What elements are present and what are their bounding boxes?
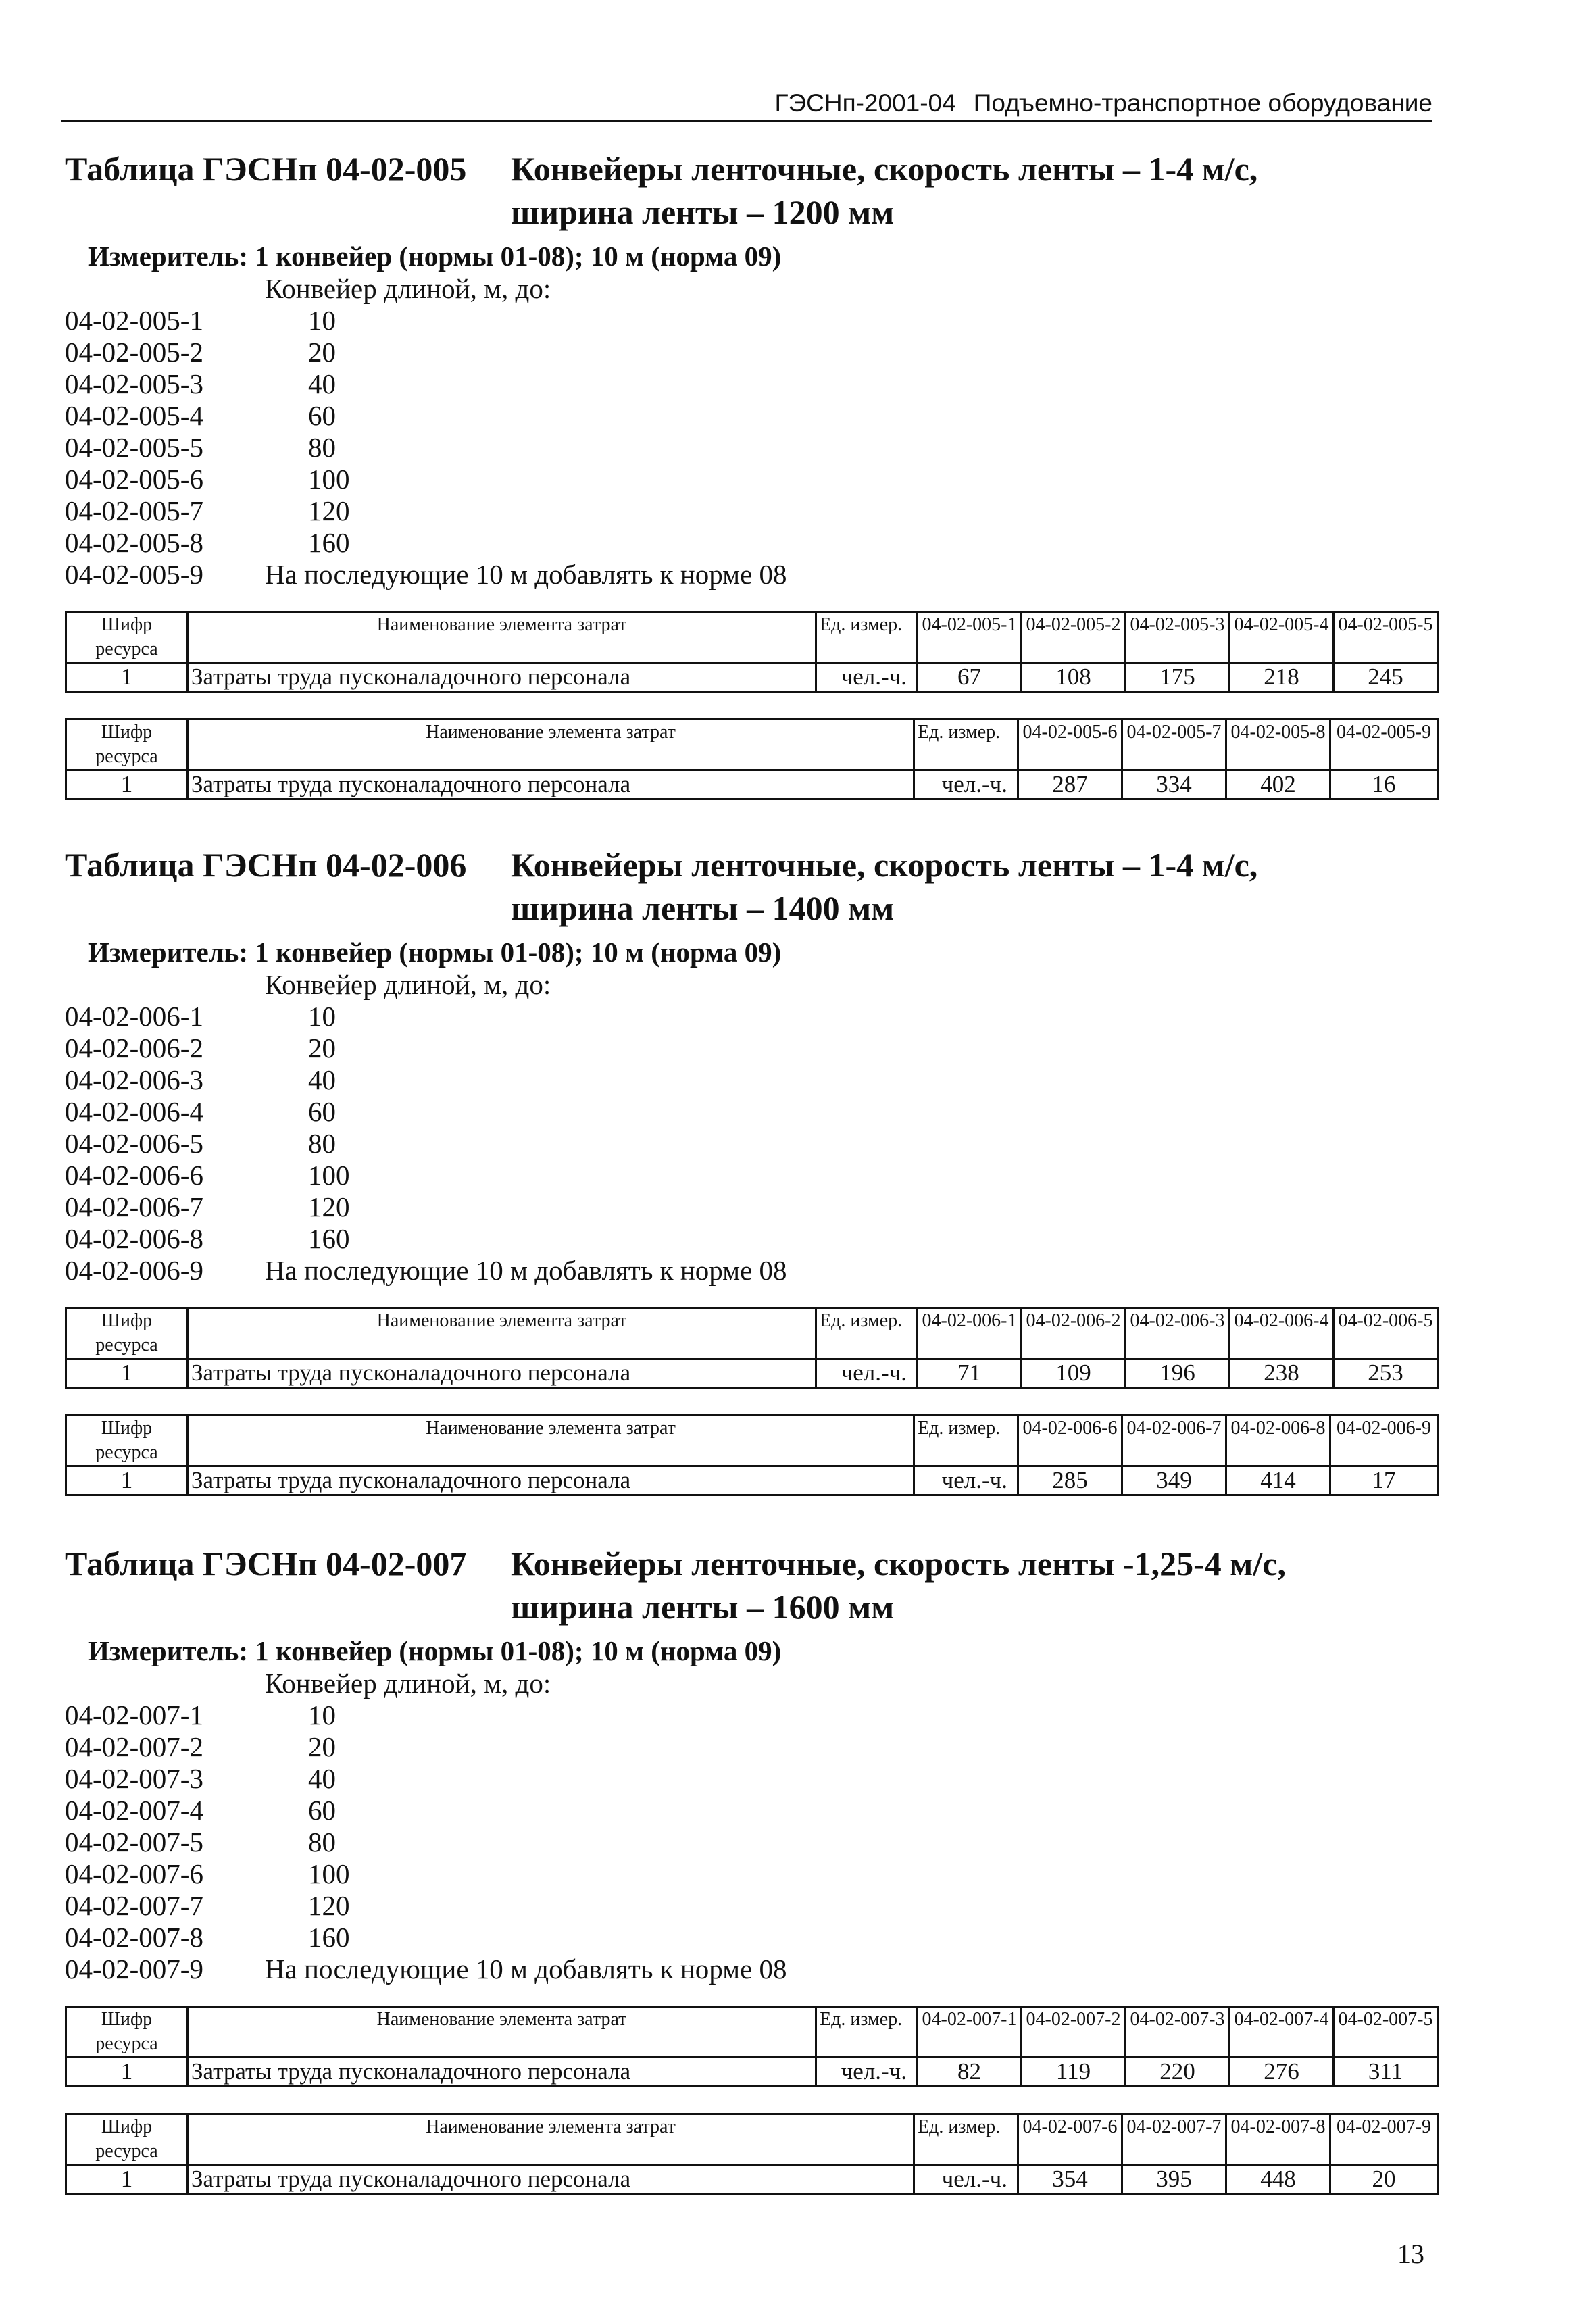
description-line: Конвейеры ленточные, скорость ленты – 1-4 м/с, — [511, 150, 1258, 188]
norm-value: 100 — [308, 1858, 350, 1889]
norm-column-header: 04-02-005-4 — [1230, 612, 1334, 663]
row-code: 1 — [66, 1359, 188, 1388]
table-row — [66, 663, 1438, 692]
norm-value: 80 — [308, 1826, 336, 1858]
norm-code: 04-02-006-5 — [65, 1128, 203, 1159]
norm-value: 160 — [308, 1922, 350, 1953]
header-row — [66, 2007, 1438, 2058]
norm-column-header: 04-02-007-5 — [1334, 2007, 1438, 2058]
norm-column-header: 04-02-007-3 — [1126, 2007, 1230, 2058]
header-row — [66, 612, 1438, 663]
norm-code: 04-02-007-5 — [65, 1826, 203, 1858]
row-unit: чел.-ч. — [816, 663, 918, 692]
row-value: 238 — [1230, 1359, 1334, 1388]
norm-row — [65, 1064, 1437, 1096]
norm-code: 04-02-007-4 — [65, 1795, 203, 1826]
norm-code: 04-02-006-9 — [65, 1255, 203, 1286]
norm-row — [65, 368, 1437, 400]
norm-code: 04-02-006-7 — [65, 1191, 203, 1222]
norm-row — [65, 527, 1437, 559]
norm-value: 10 — [308, 1699, 336, 1731]
row-name: Затраты труда пусконаладочного персонала — [188, 770, 914, 799]
norm-column-header: 04-02-005-5 — [1334, 612, 1438, 663]
running-header — [61, 86, 1432, 122]
col-name-header: Наименование элемента затрат — [188, 1308, 816, 1359]
norm-column-header: 04-02-007-1 — [918, 2007, 1022, 2058]
page-number: 13 — [1397, 2239, 1424, 2269]
table-description — [511, 843, 1257, 930]
table-name: Таблица ГЭСНп 04-02-005 — [65, 150, 467, 188]
norm-list — [65, 1001, 1437, 1287]
row-value: 175 — [1126, 663, 1230, 692]
norm-value: 120 — [308, 495, 350, 526]
norm-value: 10 — [308, 1001, 336, 1032]
row-unit: чел.-ч. — [914, 770, 1018, 799]
table-description — [511, 1542, 1286, 1628]
row-name: Затраты труда пусконаладочного персонала — [188, 1359, 816, 1388]
length-caption: Конвейер длиной, м, до: — [265, 273, 551, 304]
norm-code: 04-02-007-9 — [65, 1953, 203, 1985]
row-value: 17 — [1330, 1466, 1438, 1495]
norm-column-header: 04-02-007-4 — [1230, 2007, 1334, 2058]
row-value: 71 — [918, 1359, 1022, 1388]
norm-column-header: 04-02-007-9 — [1330, 2114, 1438, 2165]
table-row — [66, 1466, 1438, 1495]
norm-code: 04-02-007-1 — [65, 1699, 203, 1731]
table-heading — [65, 147, 1437, 242]
norm-row — [65, 305, 1437, 337]
header-row — [66, 720, 1438, 770]
table-row — [66, 1359, 1438, 1388]
norm-column-header: 04-02-007-6 — [1018, 2114, 1122, 2165]
norm-column-header: 04-02-005-7 — [1122, 720, 1226, 770]
norm-code: 04-02-007-6 — [65, 1858, 203, 1889]
norm-section — [65, 1542, 1437, 2195]
header-row — [66, 1416, 1438, 1466]
col-code-header: Шифр ресурса — [66, 612, 188, 663]
norm-column-header: 04-02-006-9 — [1330, 1416, 1438, 1466]
col-code-header: Шифр ресурса — [66, 2007, 188, 2058]
norm-column-header: 04-02-007-7 — [1122, 2114, 1226, 2165]
row-value: 220 — [1126, 2058, 1230, 2087]
norm-column-header: 04-02-006-7 — [1122, 1416, 1226, 1466]
col-unit-header: Ед. измер. — [914, 720, 1018, 770]
description-line: ширина ленты – 1600 мм — [511, 1588, 895, 1626]
norm-value: 60 — [308, 1096, 336, 1127]
row-value: 119 — [1022, 2058, 1126, 2087]
norm-row — [65, 1032, 1437, 1064]
norm-row — [65, 1922, 1437, 1953]
row-value: 414 — [1226, 1466, 1330, 1495]
col-code-header: Шифр ресурса — [66, 1308, 188, 1359]
norm-column-header: 04-02-006-8 — [1226, 1416, 1330, 1466]
col-code-header: Шифр ресурса — [66, 720, 188, 770]
norm-column-header: 04-02-007-2 — [1022, 2007, 1126, 2058]
row-value: 16 — [1330, 770, 1438, 799]
norm-row — [65, 1223, 1437, 1255]
col-name-header: Наименование элемента затрат — [188, 720, 914, 770]
norm-row — [65, 1858, 1437, 1890]
row-value: 67 — [918, 663, 1022, 692]
row-name: Затраты труда пусконаладочного персонала — [188, 1466, 914, 1495]
header-row — [66, 1308, 1438, 1359]
norm-code: 04-02-007-7 — [65, 1890, 203, 1921]
norm-column-header: 04-02-005-8 — [1226, 720, 1330, 770]
row-value: 20 — [1330, 2165, 1438, 2194]
measure-unit: Измеритель: 1 конвейер (нормы 01-08); 10 м (норма 09) — [88, 937, 782, 968]
header-row — [66, 2114, 1438, 2165]
row-value: 285 — [1018, 1466, 1122, 1495]
table-row — [66, 2058, 1438, 2087]
norm-code: 04-02-005-5 — [65, 432, 203, 463]
row-code: 1 — [66, 2165, 188, 2194]
norm-value: 60 — [308, 1795, 336, 1826]
norm-value: 80 — [308, 432, 336, 463]
row-unit: чел.-ч. — [816, 1359, 918, 1388]
header-title: Подъемно-транспортное оборудование — [973, 89, 1432, 117]
row-unit: чел.-ч. — [816, 2058, 918, 2087]
norm-column-header: 04-02-006-3 — [1126, 1308, 1230, 1359]
norm-row — [65, 1795, 1437, 1826]
col-code-header: Шифр ресурса — [66, 2114, 188, 2165]
norm-column-header: 04-02-005-6 — [1018, 720, 1122, 770]
norm-section — [65, 147, 1437, 800]
description-line: Конвейеры ленточные, скорость ленты – 1-4 м/с, — [511, 846, 1258, 884]
row-value: 253 — [1334, 1359, 1438, 1388]
measure-unit: Измеритель: 1 конвейер (нормы 01-08); 10 м (норма 09) — [88, 1635, 782, 1666]
norm-value: На последующие 10 м добавлять к норме 08 — [265, 559, 787, 590]
row-value: 354 — [1018, 2165, 1122, 2194]
norm-value: На последующие 10 м добавлять к норме 08 — [265, 1255, 787, 1286]
norm-column-header: 04-02-005-1 — [918, 612, 1022, 663]
norm-code: 04-02-006-6 — [65, 1160, 203, 1191]
norm-code: 04-02-005-8 — [65, 527, 203, 558]
norm-row — [65, 559, 1437, 591]
col-name-header: Наименование элемента затрат — [188, 2114, 914, 2165]
norm-code: 04-02-006-4 — [65, 1096, 203, 1127]
norm-row — [65, 495, 1437, 527]
resource-table — [65, 611, 1439, 693]
description-line: Конвейеры ленточные, скорость ленты -1,25-4 м/с, — [511, 1545, 1286, 1583]
norm-code: 04-02-005-4 — [65, 400, 203, 431]
norm-row — [65, 464, 1437, 495]
resource-table — [65, 2006, 1439, 2087]
norm-value: 20 — [308, 337, 336, 368]
row-code: 1 — [66, 2058, 188, 2087]
row-value: 395 — [1122, 2165, 1226, 2194]
norm-column-header: 04-02-007-8 — [1226, 2114, 1330, 2165]
row-value: 108 — [1022, 663, 1126, 692]
norm-value: 100 — [308, 1160, 350, 1191]
resource-table — [65, 1414, 1439, 1496]
norm-value: 120 — [308, 1191, 350, 1222]
header-code: ГЭСНп-2001-04 — [774, 89, 956, 117]
norm-row — [65, 400, 1437, 432]
norm-row — [65, 1826, 1437, 1858]
norm-row — [65, 432, 1437, 464]
row-code: 1 — [66, 770, 188, 799]
norm-column-header: 04-02-006-5 — [1334, 1308, 1438, 1359]
row-unit: чел.-ч. — [914, 1466, 1018, 1495]
norm-value: 40 — [308, 1064, 336, 1095]
norm-code: 04-02-006-8 — [65, 1223, 203, 1254]
table-name: Таблица ГЭСНп 04-02-007 — [65, 1545, 467, 1583]
norm-value: 10 — [308, 305, 336, 336]
row-value: 334 — [1122, 770, 1226, 799]
norm-column-header: 04-02-006-4 — [1230, 1308, 1334, 1359]
norm-row — [65, 1160, 1437, 1191]
table-name: Таблица ГЭСНп 04-02-006 — [65, 846, 467, 884]
norm-code: 04-02-005-2 — [65, 337, 203, 368]
norm-row — [65, 1096, 1437, 1128]
norm-code: 04-02-007-3 — [65, 1763, 203, 1794]
row-code: 1 — [66, 663, 188, 692]
norm-column-header: 04-02-006-2 — [1022, 1308, 1126, 1359]
row-value: 402 — [1226, 770, 1330, 799]
norm-value: 20 — [308, 1731, 336, 1762]
norm-code: 04-02-007-2 — [65, 1731, 203, 1762]
norm-column-header: 04-02-006-1 — [918, 1308, 1022, 1359]
norm-value: 160 — [308, 527, 350, 558]
norm-value: 120 — [308, 1890, 350, 1921]
length-caption: Конвейер длиной, м, до: — [265, 969, 551, 1000]
norm-row — [65, 1699, 1437, 1731]
table-row — [66, 2165, 1438, 2194]
row-value: 196 — [1126, 1359, 1230, 1388]
col-name-header: Наименование элемента затрат — [188, 612, 816, 663]
col-unit-header: Ед. измер. — [816, 1308, 918, 1359]
norm-code: 04-02-006-2 — [65, 1032, 203, 1064]
norm-row — [65, 1953, 1437, 1985]
norm-value: 100 — [308, 464, 350, 495]
norm-column-header: 04-02-006-6 — [1018, 1416, 1122, 1466]
description-line: ширина ленты – 1200 мм — [511, 193, 895, 231]
row-value: 287 — [1018, 770, 1122, 799]
norm-column-header: 04-02-005-3 — [1126, 612, 1230, 663]
row-value: 82 — [918, 2058, 1022, 2087]
norm-row — [65, 1001, 1437, 1032]
norm-code: 04-02-005-3 — [65, 368, 203, 399]
col-unit-header: Ед. измер. — [816, 612, 918, 663]
row-value: 276 — [1230, 2058, 1334, 2087]
row-name: Затраты труда пусконаладочного персонала — [188, 2165, 914, 2194]
norm-list — [65, 1699, 1437, 1985]
norm-column-header: 04-02-005-2 — [1022, 612, 1126, 663]
norm-value: 60 — [308, 400, 336, 431]
norm-code: 04-02-005-1 — [65, 305, 203, 336]
row-value: 349 — [1122, 1466, 1226, 1495]
norm-code: 04-02-006-3 — [65, 1064, 203, 1095]
row-unit: чел.-ч. — [914, 2165, 1018, 2194]
row-name: Затраты труда пусконаладочного персонала — [188, 2058, 816, 2087]
row-value: 448 — [1226, 2165, 1330, 2194]
measure-unit: Измеритель: 1 конвейер (нормы 01-08); 10 м (норма 09) — [88, 241, 782, 272]
row-value: 109 — [1022, 1359, 1126, 1388]
norm-value: 160 — [308, 1223, 350, 1254]
col-unit-header: Ед. измер. — [914, 2114, 1018, 2165]
norm-code: 04-02-006-1 — [65, 1001, 203, 1032]
table-description — [511, 147, 1257, 234]
resource-table — [65, 718, 1439, 800]
table-heading — [65, 1542, 1437, 1637]
row-value: 245 — [1334, 663, 1438, 692]
resource-table — [65, 1307, 1439, 1389]
norm-column-header: 04-02-005-9 — [1330, 720, 1438, 770]
norm-value: 20 — [308, 1032, 336, 1064]
norm-value: На последующие 10 м добавлять к норме 08 — [265, 1953, 787, 1985]
norm-row — [65, 1255, 1437, 1287]
row-value: 311 — [1334, 2058, 1438, 2087]
norm-row — [65, 1763, 1437, 1795]
col-unit-header: Ед. измер. — [816, 2007, 918, 2058]
col-code-header: Шифр ресурса — [66, 1416, 188, 1466]
norm-code: 04-02-005-6 — [65, 464, 203, 495]
norm-row — [65, 337, 1437, 368]
row-code: 1 — [66, 1466, 188, 1495]
col-unit-header: Ед. измер. — [914, 1416, 1018, 1466]
norm-code: 04-02-005-9 — [65, 559, 203, 590]
col-name-header: Наименование элемента затрат — [188, 1416, 914, 1466]
description-line: ширина ленты – 1400 мм — [511, 889, 895, 927]
table-heading — [65, 843, 1437, 938]
resource-table — [65, 2113, 1439, 2195]
norm-value: 40 — [308, 1763, 336, 1794]
norm-code: 04-02-005-7 — [65, 495, 203, 526]
norm-row — [65, 1128, 1437, 1160]
norm-list — [65, 305, 1437, 591]
col-name-header: Наименование элемента затрат — [188, 2007, 816, 2058]
norm-code: 04-02-007-8 — [65, 1922, 203, 1953]
norm-section — [65, 843, 1437, 1496]
norm-row — [65, 1191, 1437, 1223]
table-row — [66, 770, 1438, 799]
norm-value: 40 — [308, 368, 336, 399]
norm-value: 80 — [308, 1128, 336, 1159]
norm-row — [65, 1731, 1437, 1763]
row-value: 218 — [1230, 663, 1334, 692]
row-name: Затраты труда пусконаладочного персонала — [188, 663, 816, 692]
length-caption: Конвейер длиной, м, до: — [265, 1668, 551, 1699]
norm-row — [65, 1890, 1437, 1922]
